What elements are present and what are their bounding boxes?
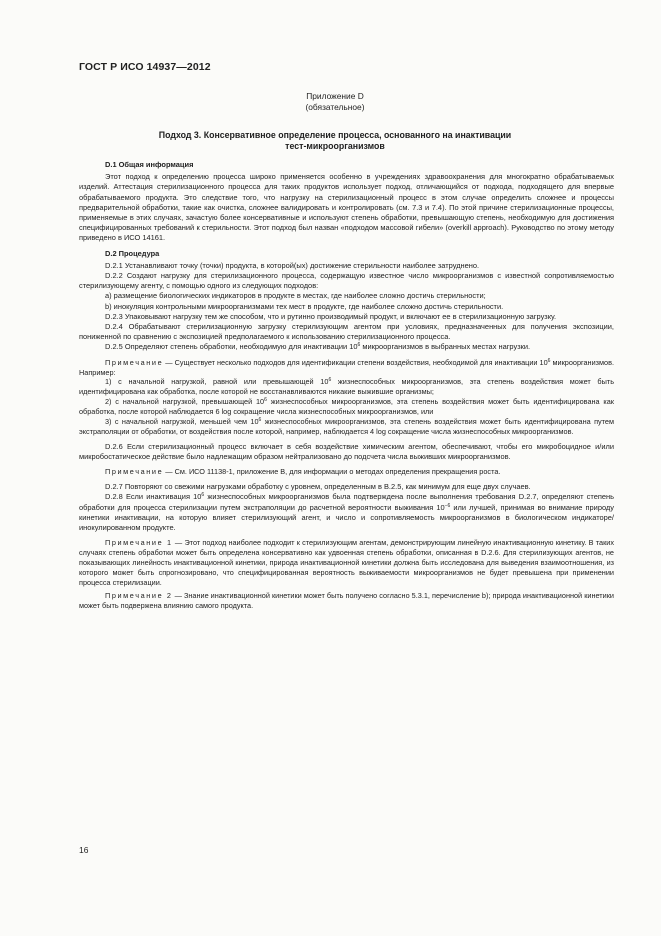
section-heading-d1: D.1 Общая информация (105, 160, 194, 169)
annex-title-line2: тест-микроорганизмов (285, 141, 385, 151)
note-3: Примечание 1 — Этот подход наиболее подходит к стерилизующим агентам, демонстрирующим линейную инактивационную кинетику. В таких случаях степень обработки может быть определена консервативно как удвоенная степень обработки, описанная в D.2.6. Для стерилизующих агентов, не показывающих линейность инактивационной кинетики, природа инактивационной кинетики должна быть исследована для выведения взаимоотношения, из которого может быть спрогнозировано, что специфицированная вероятность выживаемости микроорганизмов не будет превышена при применении процесса стерилизации. (79, 538, 614, 587)
note-1-item-3: 3) с начальной нагрузкой, меньшей чем $10^6$ жизнеспособных микроорганизмов, эта степень воздействия может быть идентифицирована путем экстраполяции от обработки, от воздействия после которой, например, наблюдается 4 log сокращение числа жизнеспособных микроорганизмов. (79, 417, 614, 436)
note-1-item-2: 2) с начальной нагрузкой, превышающей $10^6$ жизнеспособных микроорганизмов, эта степень воздействия может быть идентифицирована как обработка, после которой наблюдается 6 log сокращение числа жизнеспособных микроорганизмов, или (79, 397, 614, 417)
paragraph-d23: D.2.3 Упаковывают нагрузку тем же способом, что и рутинно производимый продукт, и включают ее в стерилизационную загрузку. (105, 311, 557, 321)
list-item-d22a: a) размещение биологических индикаторов в продукте в местах, где наиболее сложно достичь стерильности; (105, 291, 486, 301)
paragraph-d24: D.2.4 Обрабатывают стерилизационную загрузку стерилизующим агентом при условиях, предназначенных для получения экспозиции, пониженной по сравнению с экспозицией предполагаемого к использованию стерилизационного процесса. (79, 322, 614, 342)
paragraph-d25: D.2.5 Определяют степень обработки, необходимую для инактивации $10^6$ микроорганизмов в выбранных местах нагрузки. (105, 342, 531, 352)
paragraph-d28: D.2.8 Если инактивация $10^6$ жизнеспособных микроорганизмов была подтверждена после выполнения требования D.2.7, определяют степень обработки для процесса стерилизации путем экстраполяции до расчетной вероятности выживания $10^{-6}$ или лучшей, принимая во внимание природу кинетики инактивации, на которую влияет стерилизующий агент, и число и сопротивляемость микроорганизмов в биологическом индикаторе/инокулированном продукте. (79, 492, 614, 533)
section-heading-d2: D.2 Процедура (105, 248, 160, 258)
annex-title-line1: Подход 3. Консервативное определение процесса, основанного на инактивации (158, 130, 512, 140)
paragraph-d1: Этот подход к определению процесса широко применяется особенно в учреждениях здравоохранения для многократно обрабатываемых изделий. Аттестация стерилизационного процесса для таких продуктов использует подход, отличающийся от подхода, подходящего для впервые обрабатываемого продукта. Это следствие того, что нагрузку на стерилизационный процесс в этом случае определить сложнее и процессы предварительной обработки, такие как очистка, сложнее валидировать и контролировать (см. 7.3 и 7.4). По этой причине стерилизационные процессы, применяемые в этих случаях, зачастую более консервативные и используют степень обработки, превышающую степень, необходимую для достижения специфицированных требований к стерильности. Этот подход был назван «подходом массовой гибели» (overkill approach). Руководство по этому методу приведено в ИСО 14161. (79, 172, 614, 243)
note-2: Примечание — См. ИСО 11138-1, приложение B, для информации о методах определения прекращения роста. (105, 467, 501, 477)
paragraph-d26: D.2.6 Если стерилизационный процесс включает в себя воздействие химическим агентом, обеспечивают, чтобы его микробоцидное и/или микробостатическое действие было надлежащим образом нейтрализовано до подсчета числа выживших микроорганизмов. (79, 441, 614, 462)
note-4: Примечание 2 — Знание инактивационной кинетики может быть получено согласно 5.3.1, перечисление b); природа инактивационной кинетики может быть подвержена влиянию самого продукта. (79, 590, 614, 610)
paragraph-d27: D.2.7 Повторяют со свежими нагрузками обработку с уровнем, определенным в B.2.5, как минимум для еще двух случаев. (105, 482, 531, 492)
document-body (79, 160, 614, 611)
note-1: Примечание — Существует несколько подходов для идентификации степени воздействия, необходимой для инактивации $10^6$ микроорганизмов. Например: (79, 357, 614, 377)
list-item-d22b: b) инокуляция контрольными микроорганизмами тех мест в продукте, где наиболее сложно достичь стерильности. (105, 301, 504, 311)
note-1-item-1: 1) с начальной нагрузкой, равной или превышающей $10^6$ жизнеспособных микроорганизмов, эта степень воздействия может быть идентифицирована как обработка, после которой не восстанавливаются никакие выжившие организмы; (79, 377, 615, 397)
paragraph-d22: D.2.2 Создают нагрузку для стерилизационного процесса, содержащую известное число микроорганизмов с известной сопротивляемостью стерилизующему агенту, с помощью одного из следующих подходов: (79, 271, 614, 291)
page-number: 16 (79, 845, 89, 855)
annex-status: (обязательное) (305, 102, 365, 112)
document-header: ГОСТ Р ИСО 14937—2012 (79, 61, 211, 73)
paragraph-d21: D.2.1 Устанавливают точку (точки) продукта, в которой(ых) достижение стерильности наиболее затруднено. (105, 260, 480, 270)
annex-label: Приложение D (306, 91, 364, 101)
